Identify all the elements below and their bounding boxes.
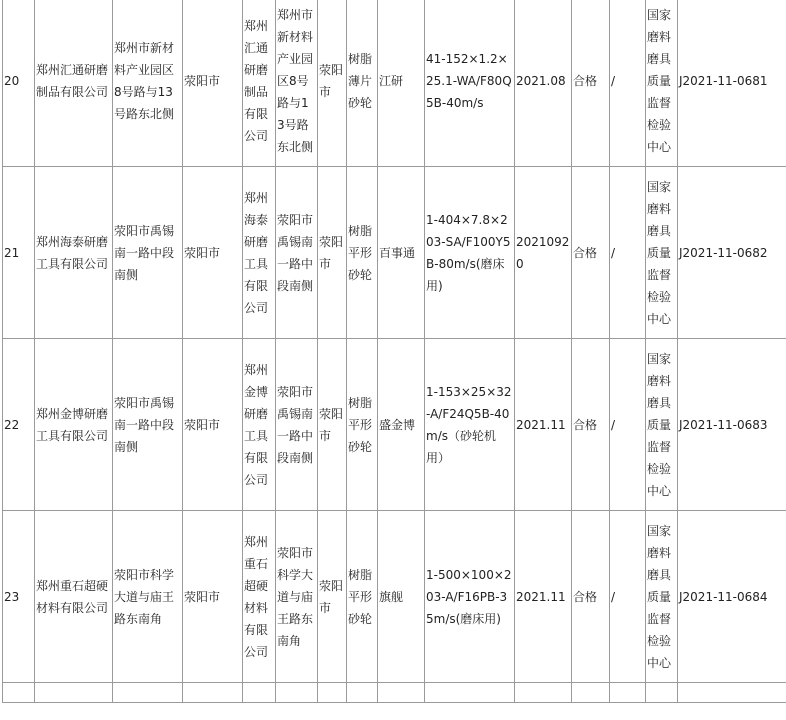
inspection-agency: 国家磨料磨具质量监督检验中心 — [646, 167, 678, 339]
inspection-result: 合格 — [572, 0, 610, 167]
producer-address: 荥阳市科学大道与庙王路东南角 — [113, 511, 183, 683]
brand: 盛金博 — [378, 339, 425, 511]
production-date: 2021.11 — [515, 511, 572, 683]
sampled-unit-name: 郑州重石超硬材料有限公司 — [243, 511, 276, 683]
empty-cell — [572, 683, 610, 703]
producer-address: 荥阳市禹锡南一路中段南侧 — [113, 339, 183, 511]
row-number: 22 — [3, 339, 35, 511]
product-name: 树脂平形砂轮 — [347, 511, 378, 683]
empty-cell — [378, 683, 425, 703]
empty-cell — [276, 683, 318, 703]
inspection-agency: 国家磨料磨具质量监督检验中心 — [646, 511, 678, 683]
inspection-result: 合格 — [572, 339, 610, 511]
sampled-region: 荥阳市 — [318, 0, 347, 167]
row-number: 20 — [3, 0, 35, 167]
brand: 旗舰 — [378, 511, 425, 683]
table-row-partial — [3, 683, 786, 703]
table-row — [3, 339, 786, 511]
sampled-unit-name: 郑州汇通研磨制品有限公司 — [243, 0, 276, 167]
failed-item: / — [610, 167, 646, 339]
sampled-unit-name: 郑州海泰研磨工具有限公司 — [243, 167, 276, 339]
inspection-result: 合格 — [572, 167, 610, 339]
producer-region: 荥阳市 — [183, 511, 243, 683]
sampled-region: 荥阳市 — [318, 511, 347, 683]
report-number: J2021-11-0682 — [678, 167, 786, 339]
sampled-region: 荥阳市 — [318, 167, 347, 339]
failed-item: / — [610, 339, 646, 511]
producer-region: 荥阳市 — [183, 0, 243, 167]
specification: 1-500×100×203-A/F16PB-35m/s(磨床用) — [425, 511, 515, 683]
failed-item: / — [610, 511, 646, 683]
producer-address: 荥阳市禹锡南一路中段南侧 — [113, 167, 183, 339]
sampled-unit-address: 郑州市新材料产业园区8号路与13号路东北侧 — [276, 0, 318, 167]
production-date: 2021.08 — [515, 0, 572, 167]
empty-cell — [347, 683, 378, 703]
empty-cell — [425, 683, 515, 703]
specification: 1-404×7.8×203-SA/F100Y5B-80m/s(磨床用) — [425, 167, 515, 339]
inspection-result: 合格 — [572, 511, 610, 683]
producer-region: 荥阳市 — [183, 339, 243, 511]
specification: 1-153×25×32-A/F24Q5B-40m/s（砂轮机用） — [425, 339, 515, 511]
table-row — [3, 167, 786, 339]
production-date: 2021.11 — [515, 339, 572, 511]
inspection-agency: 国家磨料磨具质量监督检验中心 — [646, 0, 678, 167]
producer-name: 郑州金博研磨工具有限公司 — [35, 339, 113, 511]
empty-cell — [113, 683, 183, 703]
specification: 41-152×1.2×25.1-WA/F80Q5B-40m/s — [425, 0, 515, 167]
empty-cell — [678, 683, 786, 703]
sampled-unit-address: 荥阳市禹锡南一路中段南侧 — [276, 167, 318, 339]
producer-region: 荥阳市 — [183, 167, 243, 339]
producer-name: 郑州重石超硬材料有限公司 — [35, 511, 113, 683]
empty-cell — [3, 683, 35, 703]
table-row — [3, 0, 786, 167]
row-number: 21 — [3, 167, 35, 339]
empty-cell — [243, 683, 276, 703]
producer-address: 郑州市新材料产业园区8号路与13号路东北侧 — [113, 0, 183, 167]
brand: 百事通 — [378, 167, 425, 339]
empty-cell — [610, 683, 646, 703]
empty-cell — [515, 683, 572, 703]
product-name: 树脂平形砂轮 — [347, 339, 378, 511]
empty-cell — [646, 683, 678, 703]
empty-cell — [183, 683, 243, 703]
sampled-region: 荥阳市 — [318, 339, 347, 511]
product-name: 树脂平形砂轮 — [347, 167, 378, 339]
table-row — [3, 511, 786, 683]
sampled-unit-name: 郑州金博研磨工具有限公司 — [243, 339, 276, 511]
producer-name: 郑州海泰研磨工具有限公司 — [35, 167, 113, 339]
report-number: J2021-11-0684 — [678, 511, 786, 683]
failed-item: / — [610, 0, 646, 167]
brand: 江研 — [378, 0, 425, 167]
row-number: 23 — [3, 511, 35, 683]
production-date: 20210920 — [515, 167, 572, 339]
inspection-agency: 国家磨料磨具质量监督检验中心 — [646, 339, 678, 511]
inspection-results-table — [2, 0, 786, 703]
report-number: J2021-11-0683 — [678, 339, 786, 511]
producer-name: 郑州汇通研磨制品有限公司 — [35, 0, 113, 167]
empty-cell — [318, 683, 347, 703]
product-name: 树脂薄片砂轮 — [347, 0, 378, 167]
sampled-unit-address: 荥阳市禹锡南一路中段南侧 — [276, 339, 318, 511]
empty-cell — [35, 683, 113, 703]
sampled-unit-address: 荥阳市科学大道与庙王路东南角 — [276, 511, 318, 683]
report-number: J2021-11-0681 — [678, 0, 786, 167]
